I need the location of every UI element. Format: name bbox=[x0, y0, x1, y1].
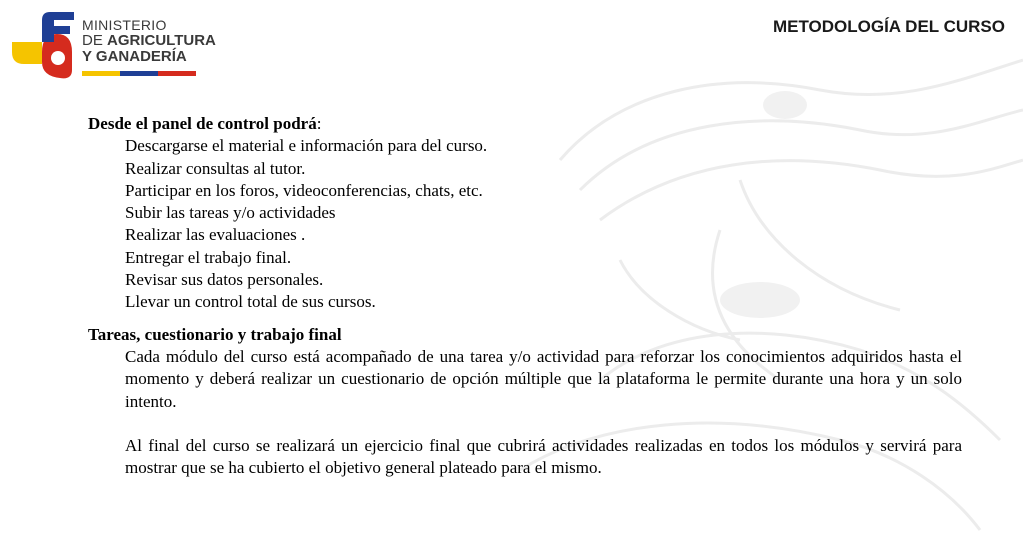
flag-stripe bbox=[82, 71, 196, 76]
list-item: Entregar el trabajo final. bbox=[125, 247, 292, 267]
slide-title: METODOLOGÍA DEL CURSO bbox=[772, 17, 1005, 36]
paragraph: Al final del curso se realizará un ejercicio final que cubrirá actividades realizadas en todos los módulos y servirá para mostrar que se ha cubierto el objetivo general plateado para el mismo. bbox=[125, 435, 962, 478]
flag-blue bbox=[120, 71, 158, 76]
slide-body bbox=[88, 113, 962, 479]
list-item: Realizar las evaluaciones . bbox=[125, 225, 306, 245]
ministry-name bbox=[82, 17, 216, 65]
list-item: Llevar un control total de sus cursos. bbox=[125, 292, 376, 312]
list-item: Revisar sus datos personales. bbox=[125, 270, 324, 290]
list-item: Realizar consultas al tutor. bbox=[125, 158, 306, 178]
org-line2: DE AGRICULTURA bbox=[82, 32, 216, 49]
paragraph: Cada módulo del curso está acompañado de una tarea y/o actividad para reforzar los conocimientos adquiridos hasta el momento y deberá realizar un cuestionario de opción múltiple que la plataforma le permite durante una hora y un solo intento. bbox=[125, 346, 962, 411]
list-item: Participar en los foros, videoconferencias, chats, etc. bbox=[125, 180, 483, 200]
org-line3: Y GANADERÍA bbox=[82, 48, 187, 65]
flag-red bbox=[158, 71, 196, 76]
list-item: Descargarse el material e información para del curso. bbox=[125, 136, 488, 156]
section2-heading: Tareas, cuestionario y trabajo final bbox=[88, 324, 342, 344]
section1-heading: Desde el panel de control podrá: bbox=[88, 114, 322, 133]
org-line1: MINISTERIO bbox=[82, 17, 167, 33]
list-item: Subir las tareas y/o actividades bbox=[125, 203, 336, 223]
logo-mark-icon bbox=[12, 12, 74, 78]
flag-yellow bbox=[82, 71, 120, 76]
